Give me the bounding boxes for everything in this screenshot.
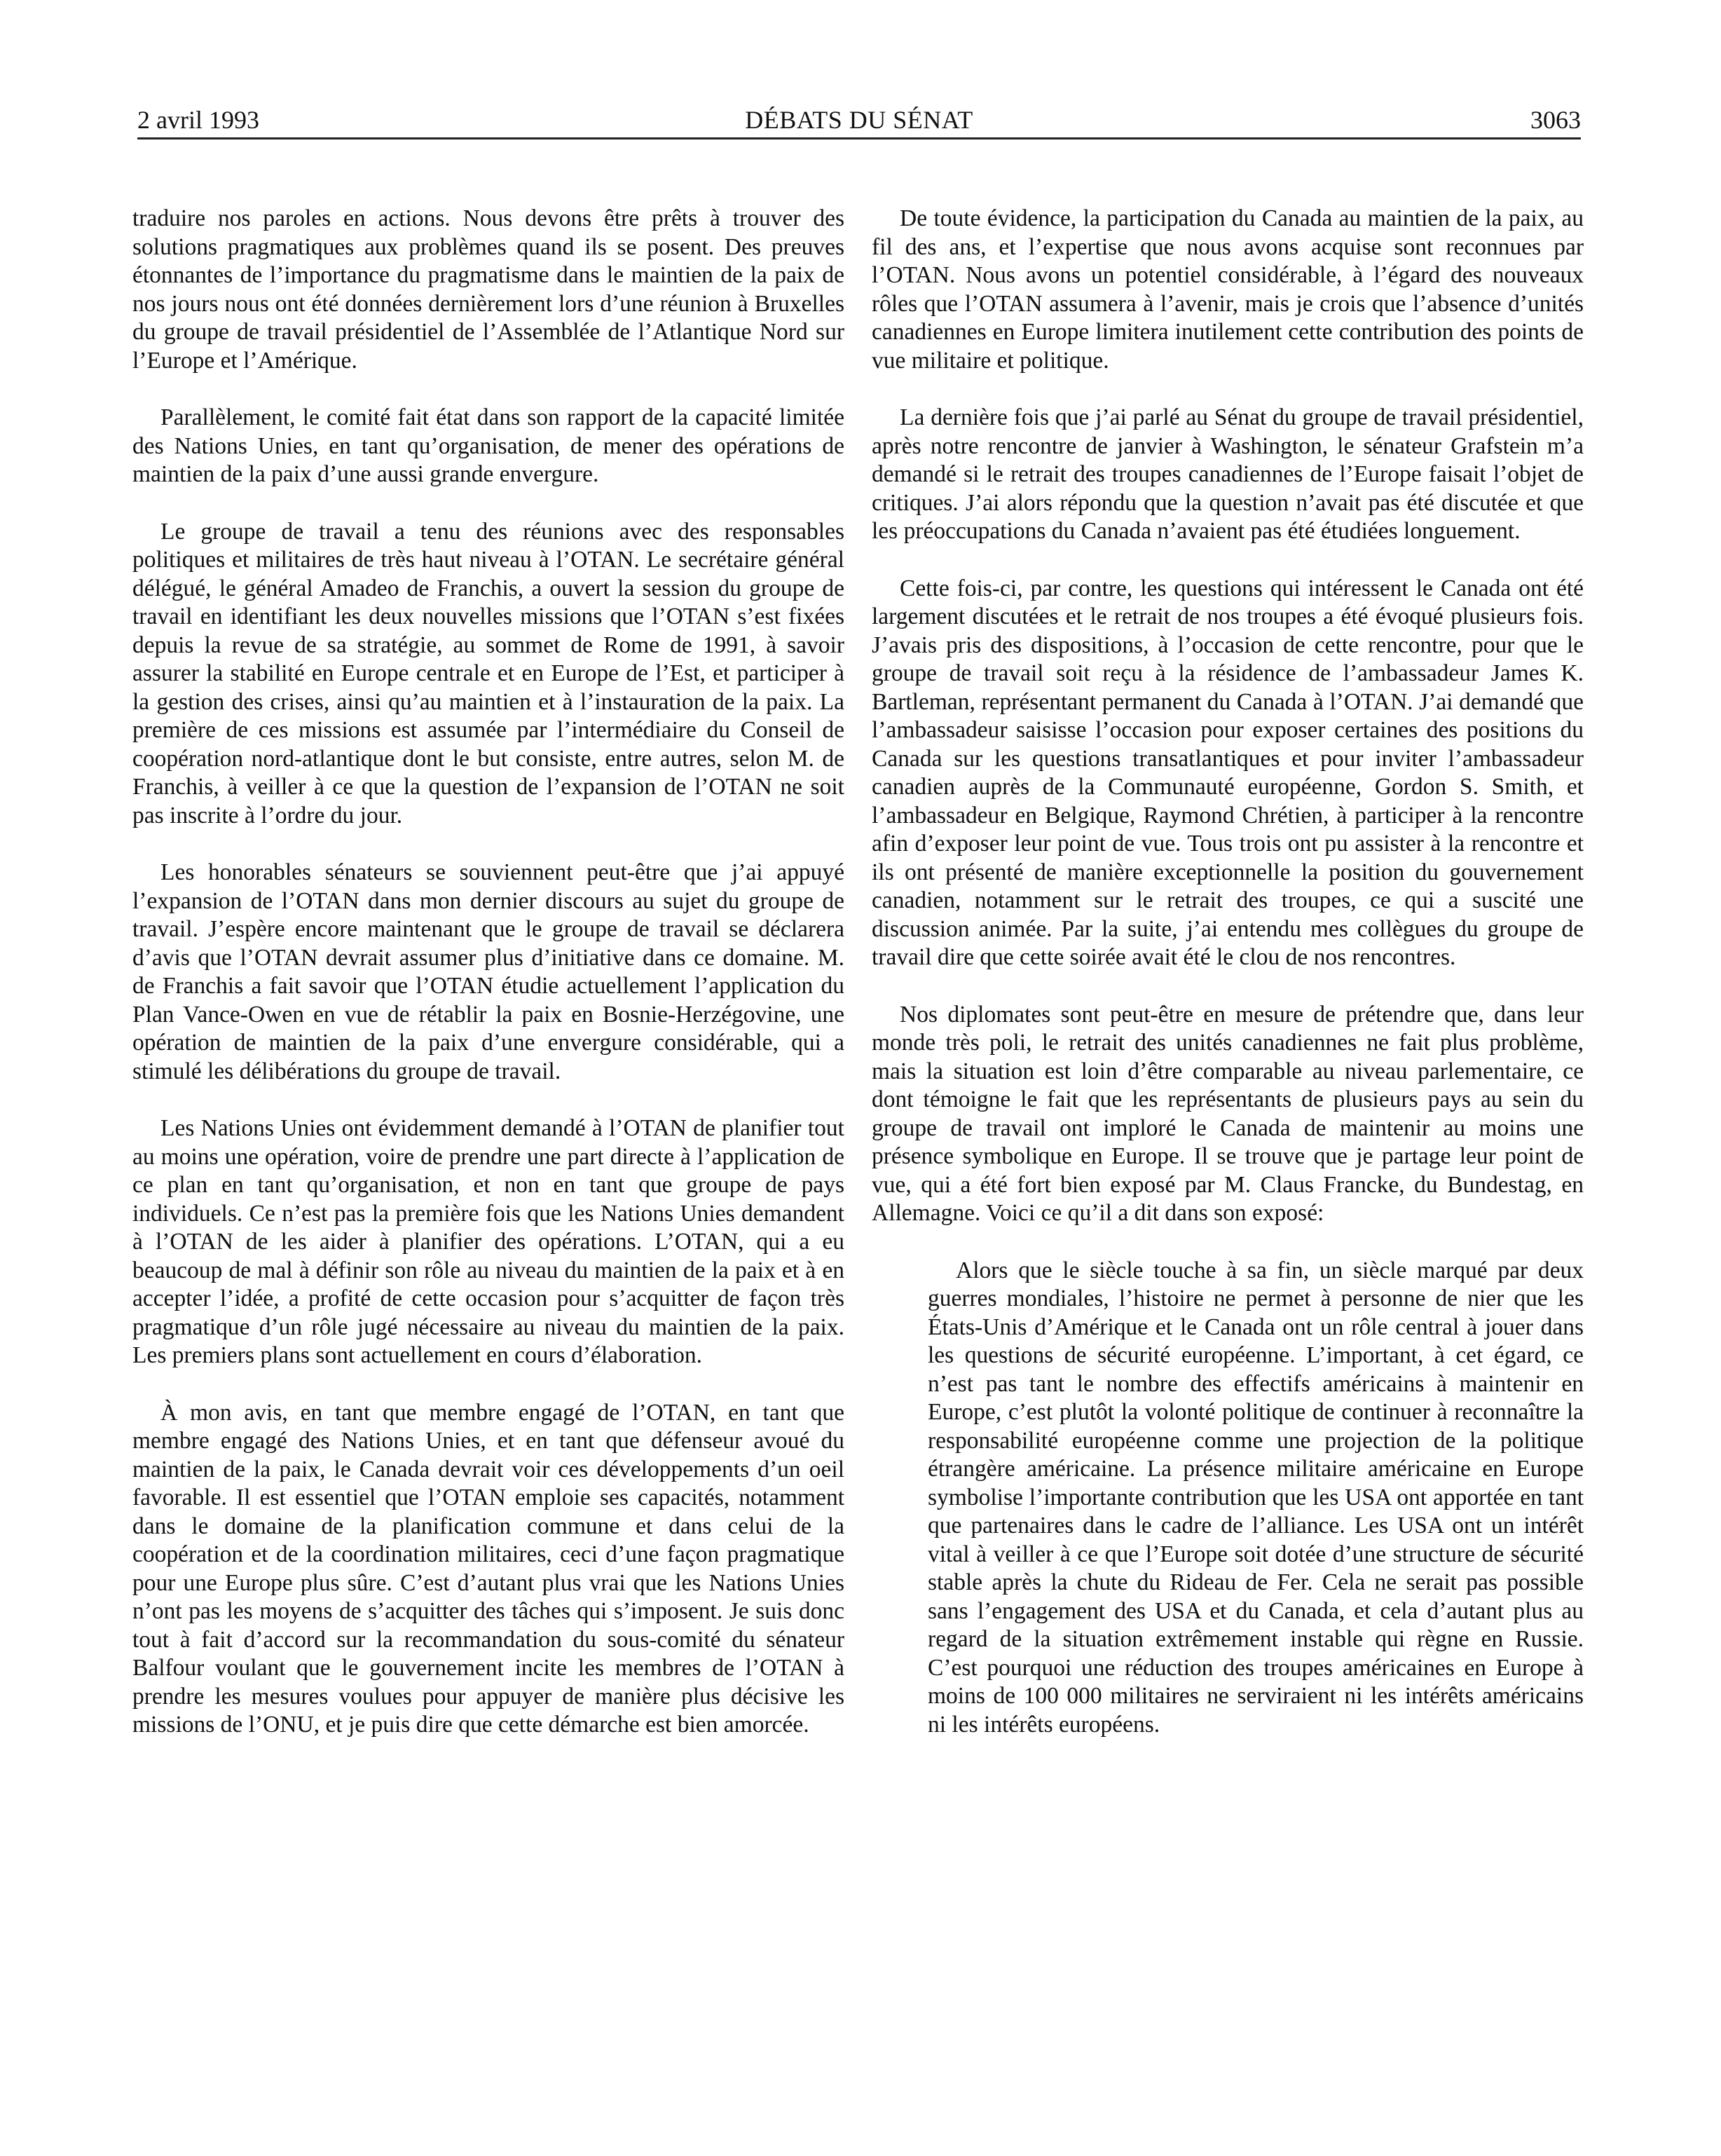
header-date: 2 avril 1993 xyxy=(137,106,259,134)
paragraph: traduire nos paroles en actions. Nous devons être prêts à trouver des solutions pragmatiques aux problèmes quand ils se posent. Des preuves étonnantes de l’importance du pragmatisme dans le maintien de la paix de nos jours nous ont été données dernièrement lors d’une réunion à Bruxelles du groupe de travail présidentiel de l’Assemblée de l’Atlantique Nord sur l’Europe et l’Amérique. xyxy=(132,205,844,374)
page-number: 3063 xyxy=(1530,106,1581,134)
left-column xyxy=(132,205,844,1768)
paragraph: La dernière fois que j’ai parlé au Sénat du groupe de travail présidentiel, après notre rencontre de janvier à Washington, le sénateur Grafstein m’a demandé si le retrait des troupes canadiennes de l’Europe faisait l’objet de critiques. J’ai alors répondu que la question n’avait pas été discutée et que les préoccupations du Canada n’avaient pas été étudiées longuement. xyxy=(872,404,1584,544)
paragraph: Cette fois-ci, par contre, les questions qui intéressent le Canada ont été largement discutées et le retrait de nos troupes a été évoqué plusieurs fois. J’avais pris des dispositions, à l’occasion de cette rencontre, pour que le groupe de travail soit reçu à la résidence de l’ambassadeur James K. Bartleman, représentant permanent du Canada à l’OTAN. J’ai demandé que l’ambassadeur saisisse l’occasion pour exposer certaines des positions du Canada sur les questions transatlantiques et pour inviter l’ambassadeur canadien auprès de la Communauté européenne, Gordon S. Smith, et l’ambassadeur en Belgique, Raymond Chrétien, à participer à la rencontre afin d’exposer leur point de vue. Tous trois ont pu assister à la rencontre et ils ont présenté de manière exceptionnelle la position du gouvernement canadien, notamment sur le retrait des troupes, ce qui a suscité une discussion animée. Par la suite, j’ai entendu mes collègues du groupe de travail dire que cette soirée avait été le clou de nos rencontres. xyxy=(872,575,1584,970)
paragraph: De toute évidence, la participation du Canada au maintien de la paix, au fil des ans, et l’expertise que nous avons acquise sont reconnues par l’OTAN. Nous avons un potentiel considérable, à l’égard des nouveaux rôles que l’OTAN assumera à l’avenir, mais je crois que l’absence d’unités canadiennes en Europe limitera inutilement cette contribution des points de vue militaire et politique. xyxy=(872,205,1584,374)
paragraph: Les Nations Unies ont évidemment demandé à l’OTAN de planifier tout au moins une opération, voire de prendre une part directe à l’application de ce plan en tant qu’organisation, et non en tant que groupe de pays individuels. Ce n’est pas la première fois que les Nations Unies demandent à l’OTAN de les aider à planifier des opérations. L’OTAN, qui a eu beaucoup de mal à définir son rôle au niveau du maintien de la paix et à en accepter l’idée, a profité de cette occasion pour s’acquitter de façon très pragmatique d’un rôle jugé nécessaire au niveau du maintien de la paix. Les premiers plans sont actuellement en cours d’élaboration. xyxy=(132,1115,844,1368)
paragraph: Parallèlement, le comité fait état dans son rapport de la capacité limitée des Nations Unies, en tant qu’organisation, de mener des opérations de maintien de la paix d’une aussi grande envergure. xyxy=(132,404,844,487)
header-title: DÉBATS DU SÉNAT xyxy=(745,106,973,134)
paragraph: Les honorables sénateurs se souviennent peut-être que j’ai appuyé l’expansion de l’OTAN dans mon dernier discours au sujet du groupe de travail. J’espère encore maintenant que le groupe de travail se déclarera d’avis que l’OTAN devrait assumer plus d’initiative dans ce domaine. M. de Franchis a fait savoir que l’OTAN étudie actuellement l’application du Plan Vance-Owen en vue de rétablir la paix en Bosnie-Herzégovine, une opération de maintien de la paix d’une envergure considérable, qui a stimulé les délibérations du groupe de travail. xyxy=(132,859,844,1084)
right-column xyxy=(872,205,1584,1768)
block-quote: Alors que le siècle touche à sa fin, un siècle marqué par deux guerres mondiales, l’histoire ne permet à personne de nier que les États-Unis d’Amérique et le Canada ont un rôle central à jouer dans les questions de sécurité européenne. L’important, à cet égard, ce n’est pas tant le nombre des effectifs américains à maintenir en Europe, c’est plutôt la volonté politique de continuer à reconnaître la responsabilité européenne comme une projection de la politique étrangère américaine. La présence militaire américaine en Europe symbolise l’importante contribution que les USA ont apportée en tant que partenaires dans le cadre de l’alliance. Les USA ont un intérêt vital à veiller à ce que l’Europe soit dotée d’une structure de sécurité stable après la chute du Rideau de Fer. Cela ne serait pas possible sans l’engagement des USA et du Canada, et cela d’autant plus au regard de la situation extrêmement instable qui règne en Russie. C’est pourquoi une réduction des troupes américaines en Europe à moins de 100 000 militaires ne serviraient ni les intérêts américains ni les intérêts européens. xyxy=(928,1257,1584,1738)
paragraph: Nos diplomates sont peut-être en mesure de prétendre que, dans leur monde très poli, le retrait des unités canadiennes ne fait plus problème, mais la situation est loin d’être comparable au niveau parlementaire, ce dont témoigne le fait que les représentants de plusieurs pays au sein du groupe de travail ont imploré le Canada de maintenir au moins une présence symbolique en Europe. Il se trouve que je partage leur point de vue, qui a été fort bien exposé par M. Claus Francke, du Bundestag, en Allemagne. Voici ce qu’il a dit dans son exposé: xyxy=(872,1001,1584,1226)
paragraph: Le groupe de travail a tenu des réunions avec des responsables politiques et militaires de très haut niveau à l’OTAN. Le secrétaire général délégué, le général Amadeo de Franchis, a ouvert la session du groupe de travail en identifiant les deux nouvelles missions que l’OTAN s’est fixées depuis la revue de sa stratégie, au sommet de Rome de 1991, à savoir assurer la stabilité en Europe centrale et en Europe de l’Est, et participer à la gestion des crises, ainsi qu’au maintien et à l’instauration de la paix. La première de ces missions est assumée par l’intermédiaire du Conseil de coopération nord-atlantique dont le but consiste, entre autres, selon M. de Franchis, à veiller à ce que la question de l’expansion de l’OTAN ne soit pas inscrite à l’ordre du jour. xyxy=(132,518,844,828)
paragraph: À mon avis, en tant que membre engagé de l’OTAN, en tant que membre engagé des Nations Unies, et en tant que défenseur avoué du maintien de la paix, le Canada devrait voir ces développements d’un oeil favorable. Il est essentiel que l’OTAN emploie ses capacités, notamment dans le domaine de la planification commune et dans celui de la coopération et de la coordination militaires, ceci d’une façon pragmatique pour une Europe plus sûre. C’est d’autant plus vrai que les Nations Unies n’ont pas les moyens de s’acquitter des tâches qui s’imposent. Je suis donc tout à fait d’accord sur la recommandation du sous-comité du sénateur Balfour voulant que le gouvernement incite les membres de l’OTAN à prendre les mesures voulues pour appuyer de manière plus décisive les missions de l’ONU, et je puis dire que cette démarche est bien amorcée. xyxy=(132,1399,844,1738)
page-header xyxy=(137,102,1581,139)
